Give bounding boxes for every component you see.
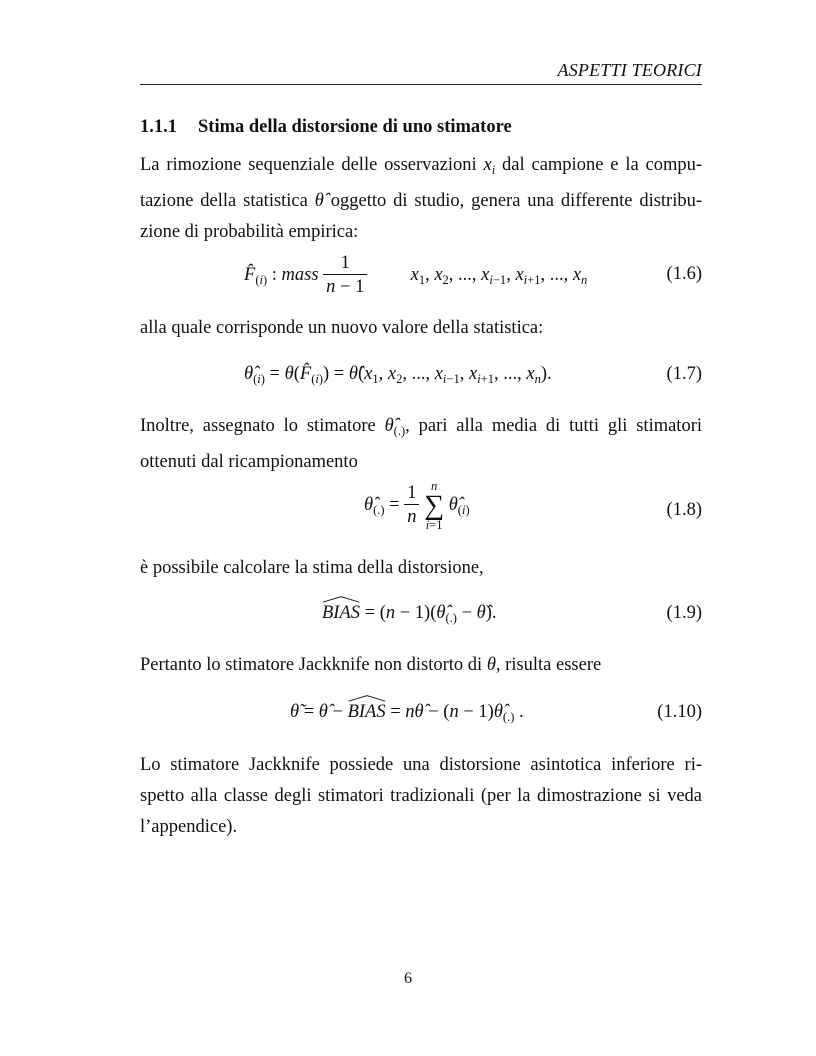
- section-title: Stima della distorsione di uno stimatore: [198, 117, 512, 137]
- equation-1-6: [140, 252, 702, 304]
- section-number: 1.1.1: [140, 117, 177, 137]
- section-heading: [140, 117, 702, 138]
- equation-body: $\thetâ_{(i)}$ = $\theta(F̂_{(i)})$ = $\thetâ(x_1$, $x_2$, ..., $x_{i-1}$, $x_{i+1}$, ..., $x_n$).: [244, 364, 552, 386]
- paragraph-line: La rimozione sequenziale delle osservazioni $x_i$ dal campione e la compu-: [140, 155, 703, 177]
- header-rule: [140, 84, 702, 85]
- equation-1-10: [140, 702, 702, 754]
- paragraph-mean-estimator: Inoltre, assegnato lo stimatore $\thetâ_{(.)}$, pari alla media di tutti gli stimatori ottenuti dal ricampionamento: [140, 416, 703, 472]
- equation-body: θ̃ = θ̂ − BIAS = nθ̂ − $(n - 1)\thetâ_{(.)}$ .: [290, 702, 524, 725]
- equation-body: $\thetâ_{(.)}$ = $\frac{1}{n}$ n ∑ i=1 $\thetâ_{(i)}$: [364, 479, 470, 532]
- paragraph-conclusion: Lo stimatore Jackknife possiede una distorsione asintotica inferiore ri- spetto alla classe degli stimatori tradizionali (per la dimostrazione si veda l’appendice).: [140, 755, 702, 837]
- equation-number: (1.9): [666, 603, 702, 623]
- equation-body: BIAS = $(n - 1)(\thetâ_{(.)}$ − θ̂).: [322, 603, 497, 626]
- equation-number: (1.8): [666, 500, 702, 520]
- paragraph-line: tazione della statistica θ̂ oggetto di studio, genera una differente distribu-: [140, 191, 703, 211]
- paragraph-intro: [140, 150, 702, 248]
- running-header-title: ASPETTI TEORICI: [557, 60, 702, 80]
- equation-body: $F̂_{(i)}$ : mass $\frac{1}{n - 1}$ $x_1$, $x_2$, ..., $x_{i-1}$, $x_{i+1}$, ..., $x_n$: [244, 253, 588, 297]
- equation-number: (1.10): [657, 702, 702, 722]
- paragraph-bias: è possibile calcolare la stima della distorsione,: [140, 558, 484, 578]
- equation-1-9: [140, 603, 702, 655]
- equation-number: (1.7): [666, 364, 702, 384]
- page-number: 6: [404, 970, 412, 987]
- equation-1-7: [140, 364, 702, 416]
- paragraph-jackknife: Pertanto lo stimatore Jackknife non distorto di θ, risulta essere: [140, 655, 602, 675]
- equation-1-8: [140, 480, 702, 550]
- paragraph-line: zione di probabilità empirica:: [140, 222, 359, 242]
- paragraph-new-value: alla quale corrisponde un nuovo valore della statistica:: [140, 318, 544, 338]
- equation-number: (1.6): [666, 264, 702, 284]
